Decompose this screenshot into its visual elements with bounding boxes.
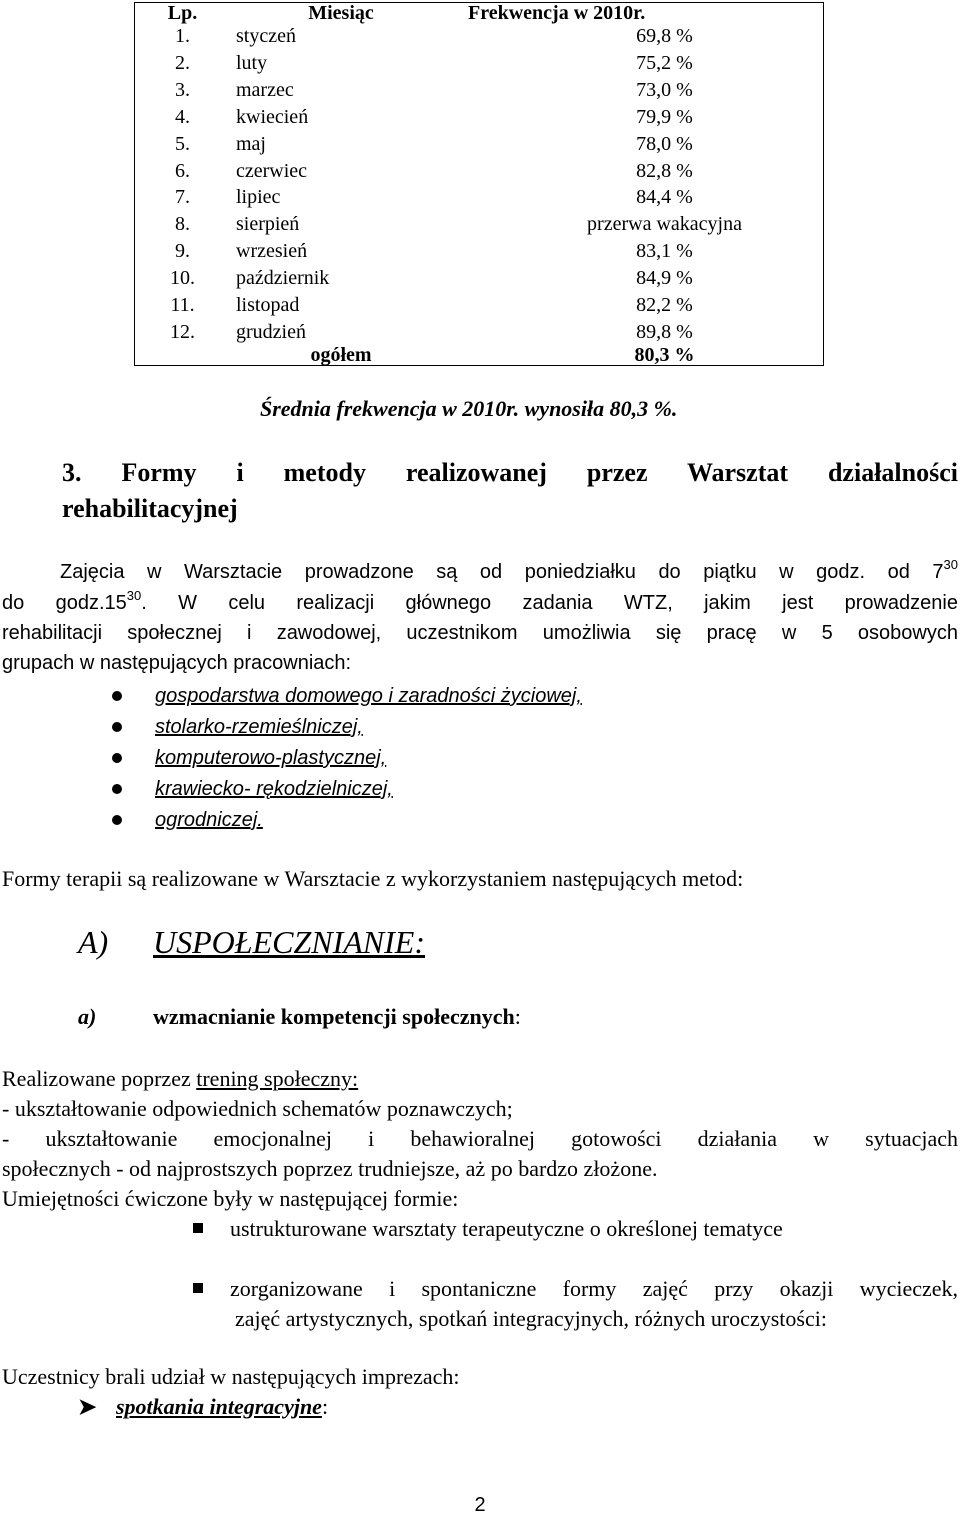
month-cell: wrzesień [236, 240, 308, 263]
list-item [0, 773, 582, 804]
workshop-list [0, 680, 582, 835]
attendance-cell: 82,8 % [446, 157, 824, 184]
square-bullet-icon [193, 1283, 203, 1293]
section-heading-cont: rehabilitacyjnej [62, 494, 238, 523]
attendance-table [134, 2, 824, 366]
attendance-cell: 79,9 % [446, 103, 824, 130]
lp-cell: 7. [135, 184, 231, 211]
training-intro [2, 1064, 358, 1094]
forms-list [0, 1214, 958, 1244]
subsection-title-wrap [153, 1004, 521, 1030]
table-row [135, 130, 824, 157]
lp-cell: 12. [135, 318, 231, 345]
attendance-cell: 69,8 % [446, 23, 824, 50]
para-text: do godz.15 [2, 592, 127, 614]
lp-cell: 10. [135, 264, 231, 291]
events-intro: Uczestnicy brali udział w następujących imprezach: [2, 1364, 460, 1389]
month-cell: grudzień [236, 320, 306, 343]
subsection-letter: a) [78, 1004, 97, 1029]
table-row [135, 23, 824, 50]
workshop-label: komputerowo-plastycznej, [155, 747, 387, 769]
paragraph [2, 588, 958, 678]
workshop-label: ogrodniczej. [155, 809, 263, 831]
forms-list [0, 1274, 958, 1334]
page-number: 2 [474, 1494, 486, 1516]
square-bullet-icon [193, 1223, 203, 1233]
table-row [135, 157, 824, 184]
paragraph-line [2, 588, 958, 618]
arrow-bullet-icon: ➤ [78, 1394, 97, 1419]
training-link: trening społeczny: [196, 1066, 359, 1091]
month-cell: lipiec [236, 186, 281, 209]
subsection-title: wzmacnianie kompetencji społecznych [153, 1004, 515, 1029]
section-heading: 3. Formy i metody realizowanej przez Warsztat działalności [62, 458, 958, 487]
total-lp-cell [135, 345, 231, 366]
attendance-cell: 82,2 % [446, 291, 824, 318]
list-item [0, 1274, 958, 1334]
table-row [135, 184, 824, 211]
table-row [135, 50, 824, 77]
form-text: zorganizowane i spontaniczne formy zajęć przy okazji wycieczek, [230, 1276, 958, 1301]
lp-cell: 8. [135, 211, 231, 238]
attendance-cell: przerwa wakacyjna [446, 211, 824, 238]
list-item [0, 711, 582, 742]
training-line: - ukształtowanie emocjonalnej i behawioralnej gotowości działania w sytuacjach [2, 1126, 958, 1151]
table-row [135, 238, 824, 265]
form-text: ustrukturowane warsztaty terapeutyczne o określonej tematyce [230, 1216, 783, 1241]
lp-cell: 5. [135, 130, 231, 157]
header-attendance: Frekwencja w 2010r. [446, 3, 824, 24]
event-item [78, 1392, 328, 1422]
lp-cell: 11. [135, 291, 231, 318]
table-row [135, 318, 824, 345]
lp-cell: 3. [135, 77, 231, 104]
paragraph-line [60, 558, 958, 586]
para-text: Zajęcia w Warsztacie prowadzone są od poniedziałku do piątku w godz. od 7 [60, 561, 944, 583]
attendance-cell: 75,2 % [446, 50, 824, 77]
bullet-icon [112, 784, 122, 794]
skills-intro: Umiejętności ćwiczone były w następującej formie: [2, 1186, 459, 1211]
workshop-label: stolarko-rzemieślniczej, [155, 716, 363, 738]
form-text-cont: zajęć artystycznych, spotkań integracyjnych, różnych uroczystości: [235, 1306, 827, 1331]
attendance-cell: 78,0 % [446, 130, 824, 157]
average-note: Średnia frekwencja w 2010r. wynosiła 80,3 %. [260, 396, 678, 421]
subsection-a-heading [78, 1004, 521, 1030]
table-total-row [135, 345, 824, 366]
training-line: - ukształtowanie odpowiednich schematów poznawczych; [2, 1096, 513, 1121]
methods-intro: Formy terapii są realizowane w Warsztacie z wykorzystaniem następujących metod: [2, 866, 744, 891]
month-cell: listopad [236, 293, 300, 316]
subsection-colon: : [514, 1004, 521, 1029]
list-item [0, 680, 582, 711]
month-cell: sierpień [236, 213, 300, 236]
month-cell: styczeń [236, 25, 296, 48]
table-row [135, 103, 824, 130]
month-cell: październik [236, 266, 330, 289]
table-row [135, 211, 824, 238]
event-colon: : [321, 1394, 329, 1419]
attendance-cell: 84,4 % [446, 184, 824, 211]
month-cell: maj [236, 132, 266, 155]
event-label: spotkania integracyjne [116, 1394, 322, 1419]
training-line: społecznych - od najprostszych poprzez trudniejsze, aż po bardzo złożone. [2, 1156, 658, 1181]
lp-cell: 6. [135, 157, 231, 184]
para-sup: 30 [126, 588, 142, 603]
workshop-label: gospodarstwa domowego i zaradności życiowej, [155, 685, 582, 707]
attendance-cell: 73,0 % [446, 77, 824, 104]
table-row [135, 264, 824, 291]
list-item [0, 1214, 958, 1244]
section-a-title: USPOŁECZNIANIE: [153, 924, 425, 960]
table-body [135, 23, 824, 345]
workshop-label: krawiecko- rękodzielniczej, [155, 778, 393, 800]
lp-cell: 4. [135, 103, 231, 130]
header-month: Miesiąc [308, 2, 374, 24]
month-cell: luty [236, 52, 268, 75]
lp-cell: 1. [135, 23, 231, 50]
table-row [135, 291, 824, 318]
total-value: 80,3 % [446, 345, 824, 366]
bullet-icon [112, 722, 122, 732]
header-lp: Lp. [135, 3, 231, 24]
attendance-cell: 84,9 % [446, 264, 824, 291]
para-sup: 30 [943, 557, 958, 572]
month-cell: kwiecień [236, 105, 309, 128]
list-item [0, 742, 582, 773]
table-header-row [135, 3, 824, 24]
training-intro-prefix: Realizowane poprzez [2, 1066, 197, 1091]
bullet-icon [112, 753, 122, 763]
para-text: . W celu realizacji głównego zadania WTZ, jakim jest prowadzenie [141, 592, 958, 614]
bullet-icon [112, 815, 122, 825]
section-a-letter: A) [78, 924, 109, 960]
month-cell: czerwiec [236, 159, 308, 182]
paragraph-line: rehabilitacji społecznej i zawodowej, uczestnikom umożliwia się pracę w 5 osobowych [2, 622, 958, 644]
bullet-icon [112, 691, 122, 701]
paragraph-line: grupach w następujących pracowniach: [2, 652, 352, 674]
attendance-cell: 83,1 % [446, 238, 824, 265]
lp-cell: 9. [135, 238, 231, 265]
month-cell: marzec [236, 79, 294, 102]
attendance-cell: 89,8 % [446, 318, 824, 345]
list-item [0, 804, 582, 835]
table-row [135, 77, 824, 104]
lp-cell: 2. [135, 50, 231, 77]
total-label: ogółem [310, 344, 372, 366]
section-a-heading [78, 924, 425, 961]
